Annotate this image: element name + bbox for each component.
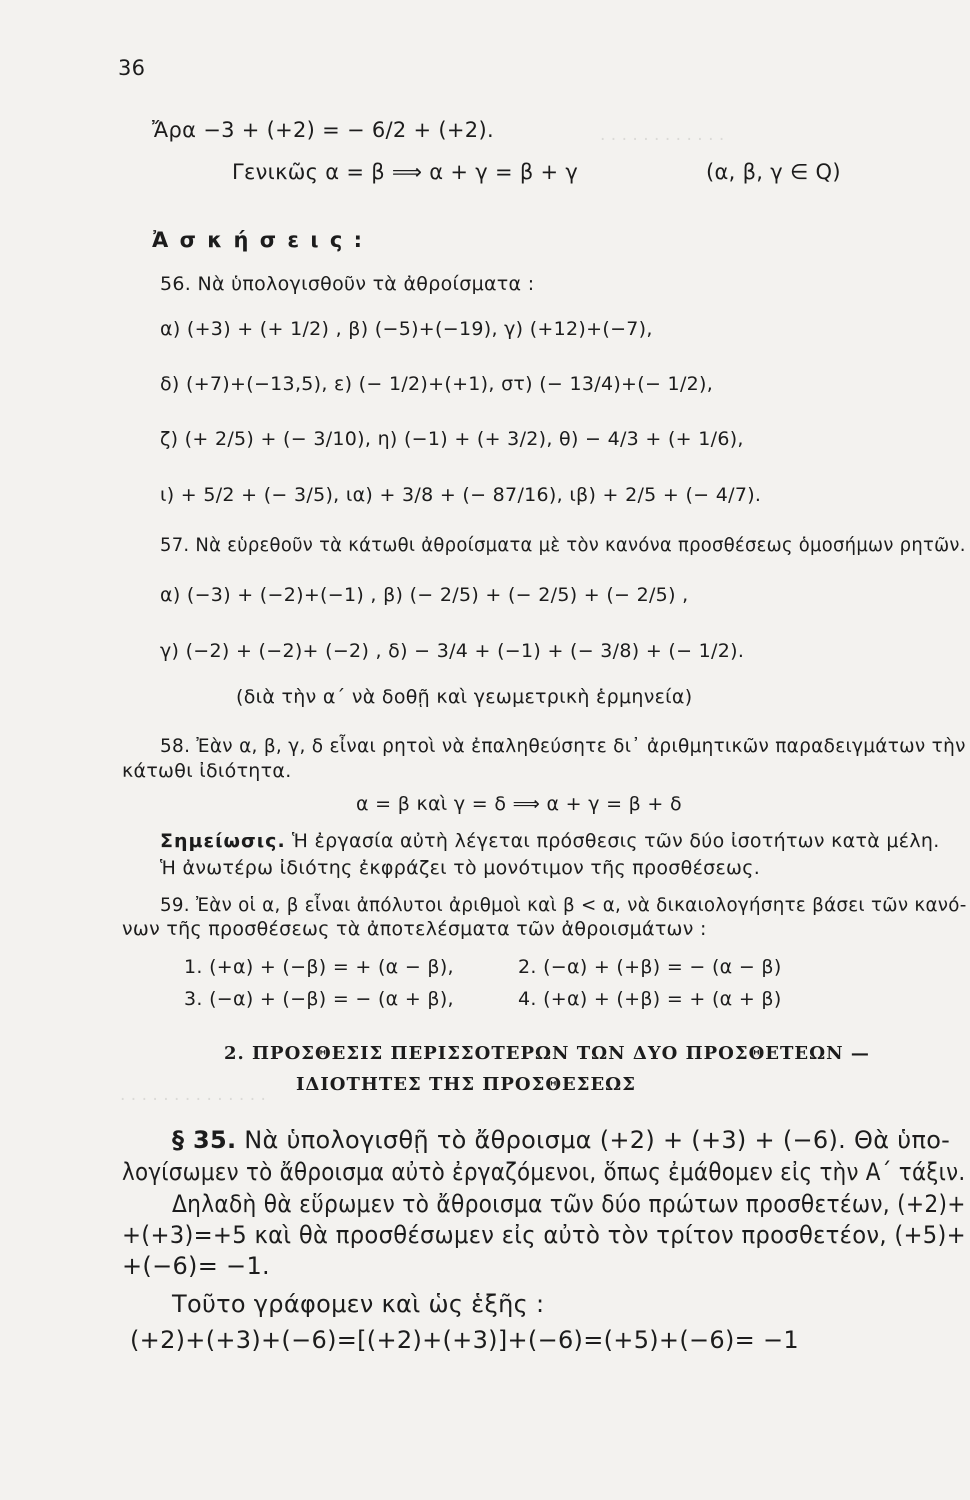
exercises-heading: Ἀ σ κ ή σ ε ι ς : bbox=[152, 228, 365, 252]
section-35-label: § 35. bbox=[172, 1126, 237, 1154]
paragraph-35-line-2: λογίσωμεν τὸ ἄθροισμα αὐτὸ ἐργαζόμενοι, ὅπως ἐμάθομεν εἰς τὴν Α΄ τάξιν. bbox=[122, 1158, 966, 1186]
page-number: 36 bbox=[118, 56, 146, 80]
exercise-58-note bbox=[160, 830, 940, 852]
paragraph-35-line-1 bbox=[172, 1126, 950, 1154]
paragraph-35-line-3: Δηλαδὴ θὰ εὕρωμεν τὸ ἄθροισμα τῶν δύο πρώτων προσθετέων, (+2)+ bbox=[172, 1190, 966, 1218]
section-heading-line-2: ΙΔΙΟΤΗΤΕΣ ΤΗΣ ΠΡΟΣΘΕΣΕΩΣ bbox=[296, 1074, 636, 1095]
exercise-56-row-1: α) (+3) + (+ 1/2) , β) (−5)+(−19), γ) (+12)+(−7), bbox=[160, 318, 653, 340]
bleed-through-text: · · · · · · · · · · · · bbox=[600, 130, 725, 150]
exercise-58-formula: α = β καὶ γ = δ ⟹ α + γ = β + δ bbox=[356, 793, 682, 815]
exercise-56-row-4: ι) + 5/2 + (− 3/5), ια) + 3/8 + (− 87/16), ιβ) + 2/5 + (− 4/7). bbox=[160, 484, 762, 506]
exercise-57-note: (διὰ τὴν α΄ νὰ δοθῇ καὶ γεωμετρικὴ ἑρμηνεία) bbox=[236, 686, 693, 708]
note-label: Σημείωσις. bbox=[160, 830, 286, 852]
paragraph-35-text: Νὰ ὑπολογισθῇ τὸ ἄθροισμα (+2) + (+3) + (−6). Θὰ ὑπο- bbox=[236, 1126, 951, 1154]
paragraph-35-line-5: +(−6)= −1. bbox=[122, 1252, 270, 1280]
exercise-59-line-2: νων τῆς προσθέσεως τὰ ἀποτελέσματα τῶν ἀθροισμάτων : bbox=[122, 918, 707, 940]
intro-condition: (α, β, γ ∈ Q) bbox=[706, 160, 841, 184]
exercise-56-row-3: ζ) (+ 2/5) + (− 3/10), η) (−1) + (+ 3/2), θ) − 4/3 + (+ 1/6), bbox=[160, 428, 744, 450]
intro-line-1: Ἄρα −3 + (+2) = − 6/2 + (+2). bbox=[152, 118, 494, 142]
exercise-59-item-1: 1. (+α) + (−β) = + (α − β), bbox=[184, 956, 454, 978]
exercise-57-row-1: α) (−3) + (−2)+(−1) , β) (− 2/5) + (− 2/5) + (− 2/5) , bbox=[160, 584, 689, 606]
paragraph-35-line-6: Τοῦτο γράφομεν καὶ ὡς ἑξῆς : bbox=[172, 1290, 545, 1318]
intro-line-2: Γενικῶς α = β ⟹ α + γ = β + γ bbox=[232, 160, 579, 184]
paragraph-35-line-4: +(+3)=+5 καὶ θὰ προσθέσωμεν εἰς αὐτὸ τὸν τρίτον προσθετέον, (+5)+ bbox=[122, 1221, 966, 1249]
exercise-58-note-line-2: Ἡ ἀνωτέρω ἰδιότης ἐκφράζει τὸ μονότιμον τῆς προσθέσεως. bbox=[160, 857, 761, 879]
exercise-56-row-2: δ) (+7)+(−13,5), ε) (− 1/2)+(+1), στ) (− 13/4)+(− 1/2), bbox=[160, 373, 714, 395]
exercise-58-line-2: κάτωθι ἰδιότητα. bbox=[122, 760, 292, 782]
exercise-59-item-3: 3. (−α) + (−β) = − (α + β), bbox=[184, 988, 454, 1010]
paragraph-35-formula: (+2)+(+3)+(−6)=[(+2)+(+3)]+(−6)=(+5)+(−6)= −1 bbox=[130, 1326, 799, 1354]
exercise-56-title: 56. Νὰ ὑπολογισθοῦν τὰ ἀθροίσματα : bbox=[160, 273, 535, 295]
section-heading-line-1: 2. ΠΡΟΣΘΕΣΙΣ ΠΕΡΙΣΣΟΤΕΡΩΝ ΤΩΝ ΔΥΟ ΠΡΟΣΘΕΤΕΩΝ — bbox=[224, 1043, 870, 1064]
exercise-57-row-2: γ) (−2) + (−2)+ (−2) , δ) − 3/4 + (−1) + (− 3/8) + (− 1/2). bbox=[160, 640, 745, 662]
bleed-through-text: · · · · · · · · · · · · · · bbox=[120, 1090, 266, 1110]
exercise-59-item-2: 2. (−α) + (+β) = − (α − β) bbox=[518, 956, 782, 978]
exercise-58-line-1: 58. Ἐὰν α, β, γ, δ εἶναι ρητοὶ νὰ ἐπαληθεύσητε δι᾽ ἀριθμητικῶν παραδειγμάτων τὴν bbox=[160, 735, 966, 757]
note-text: Ἡ ἐργασία αὐτὴ λέγεται πρόσθεσις τῶν δύο ἰσοτήτων κατὰ μέλη. bbox=[285, 830, 940, 852]
exercise-57-title: 57. Νὰ εὑρεθοῦν τὰ κάτωθι ἀθροίσματα μὲ τὸν κανόνα προσθέσεως ὁμοσήμων ρητῶν. bbox=[160, 534, 966, 556]
exercise-59-item-4: 4. (+α) + (+β) = + (α + β) bbox=[518, 988, 782, 1010]
exercise-59-line-1: 59. Ἐὰν οἱ α, β εἶναι ἀπόλυτοι ἀριθμοὶ καὶ β < α, νὰ δικαιολογήσητε βάσει τῶν κανό- bbox=[160, 894, 967, 916]
